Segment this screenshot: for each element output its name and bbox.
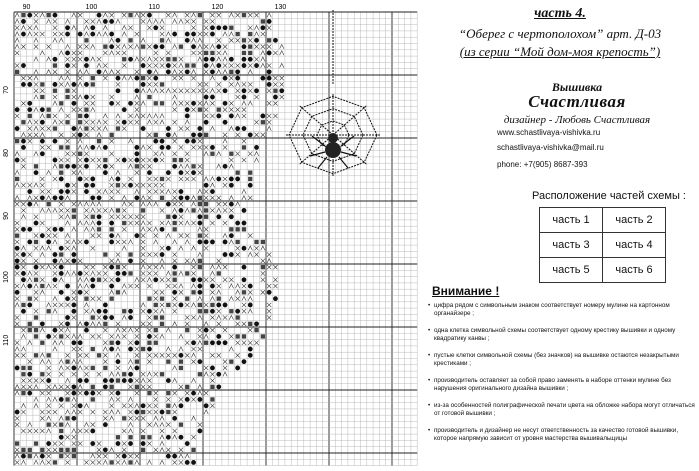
- column-label: 100: [85, 4, 98, 11]
- pattern-title: “Оберег с чертополохом” арт. Д-03: [458, 26, 662, 41]
- row-label: 90: [3, 212, 10, 220]
- logo-text-line2: Счастливая: [528, 92, 626, 111]
- column-label: 130: [274, 4, 287, 11]
- note-item: • из-за особенностей полиграфической печати цвета на обложке набора могут отличаться от готовой вышивки ;: [428, 402, 696, 418]
- part-cell: часть 1: [540, 208, 603, 233]
- phone-number: phone: +7(905) 8687-393: [497, 160, 588, 169]
- part-cell: часть 2: [603, 208, 666, 233]
- logo-text-line1: Вышивка: [551, 80, 603, 94]
- part-cell: часть 3: [540, 233, 603, 258]
- part-label: часть 4.: [534, 6, 586, 21]
- row-label: 70: [3, 86, 10, 94]
- parts-layout-table: [539, 207, 666, 283]
- note-item: • пустые клетки символьной схемы (без значков) на вышивке остаются незакрытыми крестиками ;: [428, 352, 696, 368]
- row-label: 100: [3, 271, 10, 283]
- attention-title: Внимание !: [432, 284, 500, 298]
- note-item: • производитель оставляет за собой право заменять в наборе оттенки мулине без нарушения оригинального дизайна вышивки ;: [428, 377, 696, 393]
- designer-credit: дизайнер - Любовь Счастливая: [503, 114, 651, 126]
- row-label: 80: [3, 149, 10, 157]
- row-label: 110: [3, 334, 10, 346]
- website-link[interactable]: www.schastlivaya-vishivka.ru: [497, 128, 601, 137]
- series-title: (из серии “Мой дом-моя крепость”): [459, 44, 661, 59]
- column-label: 110: [148, 4, 160, 11]
- email-link[interactable]: schastlivaya-vishivka@mail.ru: [497, 143, 604, 152]
- note-item: • цифра рядом с символьным знаком соответствует номеру мулине на картонном органайзере ;: [428, 302, 696, 318]
- note-item: • производитель и дизайнер не несут ответственность за качество готовой вышивки, которое напрямую зависит от уровня мастерства вышивальщицы: [428, 427, 696, 443]
- attention-notes: [428, 302, 696, 452]
- part-cell: часть 5: [540, 258, 603, 283]
- note-item: • одна клетка символьной схемы соответствует одному крестику вышивки и одному квадратику канвы ;: [428, 327, 696, 343]
- part-cell: часть 6: [603, 258, 666, 283]
- column-label: 90: [22, 4, 31, 11]
- header: [430, 6, 690, 60]
- part-cell: часть 4: [603, 233, 666, 258]
- column-label: 120: [211, 4, 224, 11]
- parts-layout-title: Расположение частей схемы :: [532, 190, 686, 202]
- brand-logo: [497, 80, 657, 126]
